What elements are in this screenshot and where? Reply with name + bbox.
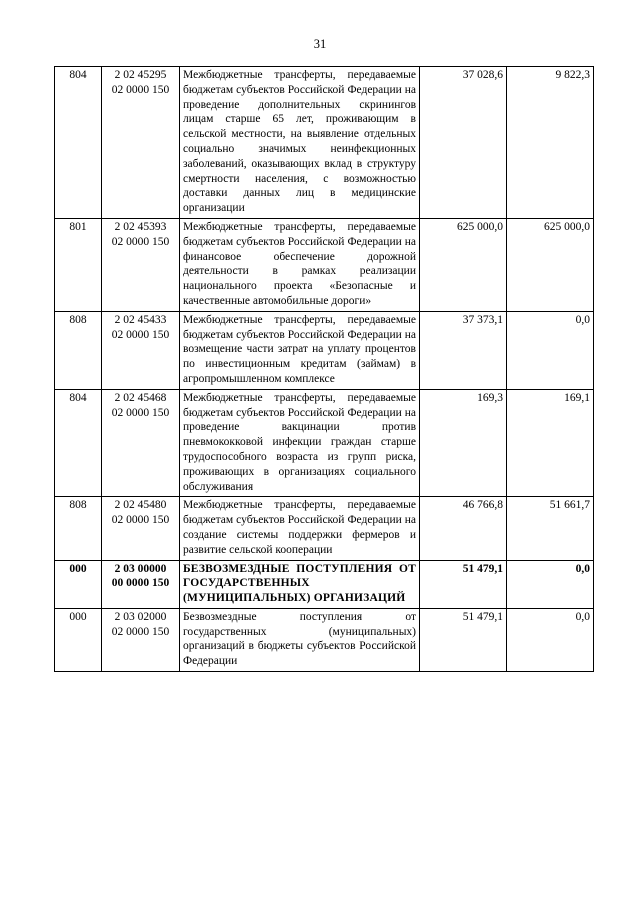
amount-year-2: 625 000,0 xyxy=(507,218,594,311)
administrator-code: 808 xyxy=(55,311,102,389)
amount-year-2: 0,0 xyxy=(507,311,594,389)
revenue-code-part-2: 02 0000 150 xyxy=(111,514,170,527)
revenue-code-part-1: 2 03 00000 xyxy=(114,562,167,575)
revenue-code-part-1: 2 02 45433 xyxy=(114,313,167,326)
revenue-code-part-2: 02 0000 150 xyxy=(111,235,170,248)
table-row xyxy=(55,389,594,497)
revenue-code-part-1: 2 02 45295 xyxy=(114,69,167,81)
revenue-name: Межбюджетные трансферты, передаваемые бюджетам субъектов Российской Федерации на финансовое обеспечение дорожной деятельности в рамках реализации национального проекта «Безопасные и качественные автомобильные дороги» xyxy=(180,218,420,311)
administrator-code: 000 xyxy=(55,560,102,608)
revenue-name: Межбюджетные трансферты, передаваемые бюджетам субъектов Российской Федерации на создание системы поддержки фермеров и развитие сельской кооперации xyxy=(180,497,420,560)
amount-year-1: 169,3 xyxy=(420,389,507,497)
revenue-code-part-1: 2 03 02000 xyxy=(114,610,167,623)
table-row xyxy=(55,67,594,219)
revenue-name: Межбюджетные трансферты, передаваемые бюджетам субъектов Российской Федерации на проведение вакцинации против пневмококковой инфекции граждан старше трудоспособного возраста из групп риска, проживающих в организациях социального обслуживания xyxy=(180,389,420,497)
revenue-code xyxy=(102,311,180,389)
revenue-name: Межбюджетные трансферты, передаваемые бюджетам субъектов Российской Федерации на возмещение части затрат на уплату процентов по инвестиционным кредитам (займам) в агропромышленном комплексе xyxy=(180,311,420,389)
revenue-name: Безвозмездные поступления от государственных (муниципальных) организаций в бюджеты субъектов Российской Федерации xyxy=(180,608,420,671)
revenue-code xyxy=(102,218,180,311)
administrator-code: 804 xyxy=(55,389,102,497)
revenue-code-part-1: 2 02 45468 xyxy=(114,391,167,404)
amount-year-2: 0,0 xyxy=(507,608,594,671)
table-row xyxy=(55,311,594,389)
table-row-section-total xyxy=(55,560,594,608)
table-row xyxy=(55,608,594,671)
amount-year-1: 51 479,1 xyxy=(420,560,507,608)
amount-year-1: 51 479,1 xyxy=(420,608,507,671)
page-number: 31 xyxy=(313,37,327,51)
amount-year-2: 0,0 xyxy=(507,560,594,608)
revenue-code-part-2: 00 0000 150 xyxy=(111,577,170,590)
amount-year-1: 37 373,1 xyxy=(420,311,507,389)
revenue-code-part-2: 02 0000 150 xyxy=(111,406,170,419)
administrator-code: 801 xyxy=(55,218,102,311)
revenue-name: БЕЗВОЗМЕЗДНЫЕ ПОСТУПЛЕНИЯ ОТ ГОСУДАРСТВЕННЫХ (МУНИЦИПАЛЬНЫХ) ОРГАНИЗАЦИЙ xyxy=(180,560,420,608)
amount-year-2: 169,1 xyxy=(507,389,594,497)
budget-revenue-table xyxy=(54,66,594,672)
administrator-code: 000 xyxy=(55,608,102,671)
revenue-code-part-2: 02 0000 150 xyxy=(111,328,170,341)
amount-year-1: 37 028,6 xyxy=(420,67,507,219)
revenue-code xyxy=(102,389,180,497)
table-row xyxy=(55,497,594,560)
revenue-code-part-2: 02 0000 150 xyxy=(111,625,170,638)
revenue-code-part-1: 2 02 45480 xyxy=(114,499,167,512)
amount-year-2: 9 822,3 xyxy=(507,67,594,219)
revenue-code xyxy=(102,497,180,560)
revenue-code xyxy=(102,608,180,671)
revenue-code-part-1: 2 02 45393 xyxy=(114,220,167,233)
amount-year-2: 51 661,7 xyxy=(507,497,594,560)
amount-year-1: 46 766,8 xyxy=(420,497,507,560)
table-row xyxy=(55,218,594,311)
revenue-code xyxy=(102,67,180,219)
revenue-name: Межбюджетные трансферты, передаваемые бюджетам субъектов Российской Федерации на проведение дополнительных скринингов лицам старше 65 лет, проживающим в сельской местности, на выявление отдельных социально значимых неинфекционных заболеваний, оказывающих вклад в структуру смертности населения, с возможностью доставки данных лиц в медицинские организации xyxy=(180,67,420,219)
revenue-code xyxy=(102,560,180,608)
administrator-code: 804 xyxy=(55,67,102,219)
administrator-code: 808 xyxy=(55,497,102,560)
revenue-code-part-2: 02 0000 150 xyxy=(111,83,170,96)
amount-year-1: 625 000,0 xyxy=(420,218,507,311)
